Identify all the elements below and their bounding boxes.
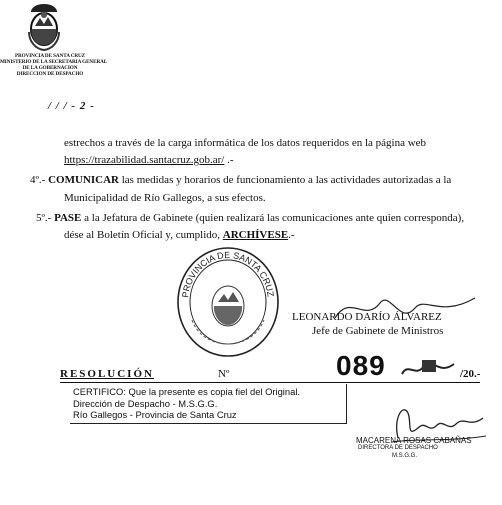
archivese-word: ARCHÍVESE [222, 229, 289, 241]
article-number: 4º.- [30, 174, 49, 186]
resolution-label: RESOLUCIÓN [60, 368, 154, 380]
letterhead-line: DE LA GOBERNACION [22, 65, 78, 71]
resolution-n-label: Nº [218, 368, 230, 380]
certification-line: Río Gallegos - Provincia de Santa Cruz [73, 409, 237, 420]
certification-line: CERTIFICO: Que la presente es copia fiel del Original. [73, 386, 301, 397]
article-text: las medidas y horarios de funcionamiento a las actividades autorizadas a la [118, 174, 452, 186]
article-verb: COMUNICAR [48, 174, 119, 186]
paragraph-5 [36, 210, 464, 227]
signatory-role: Jefe de Gabinete de Ministros [312, 325, 444, 337]
article-end: .- [288, 229, 295, 241]
resolution-year: /20.- [460, 368, 481, 380]
date-stamp-scribble [398, 358, 458, 380]
stamp-text: PROVINCIA DE SANTA CRUZ [180, 249, 276, 299]
article-verb: PASE [54, 212, 82, 224]
letterhead-line: DIRECCION DE DESPACHO [16, 71, 84, 77]
letterhead-text [0, 53, 108, 77]
signatory-name: LEONARDO DARÍO ÁLVAREZ [292, 311, 442, 323]
paragraph-4-line2: Municipalidad de Río Gallegos, a sus efectos. [64, 192, 266, 204]
article-text: a la Jefatura de Gabinete (quien realizará las comunicaciones ante quien corresponda), [81, 212, 465, 224]
resolution-number: 089 [336, 350, 386, 381]
letterhead-line: PROVINCIA DE SANTA CRUZ [14, 53, 86, 59]
article-text: dése al Boletín Oficial y, cumplido, [64, 229, 223, 241]
provincial-seal-icon [26, 2, 62, 52]
page-number: / / / - 2 - [48, 100, 95, 112]
article-number: 5º.- [36, 212, 55, 224]
svg-text:PROVINCIA DE SANTA CRUZ [180, 250, 276, 298]
paragraph-3-continuation: estrechos a través de la carga informática de los datos requeridos en la página web [64, 137, 427, 149]
certification-box [70, 384, 347, 424]
resolution-underline [60, 382, 480, 383]
certifier-name: MACARENA ROSAS CABAÑAS [356, 436, 472, 445]
certification-line: Dirección de Despacho - M.S.G.G. [73, 397, 218, 409]
link-suffix: .- [224, 154, 234, 166]
certifier-role: DIRECTORA DE DESPACHO [358, 445, 438, 451]
certifier-org: M.S.G.G. [392, 453, 418, 459]
official-stamp [172, 240, 284, 360]
trazabilidad-link[interactable]: https://trazabilidad.santacruz.gob.ar/ [64, 154, 225, 166]
letterhead-line: MINISTERIO DE LA SECRETARIA GENERAL [0, 59, 108, 65]
paragraph-4 [30, 172, 451, 189]
paragraph-3-link-line [64, 152, 234, 169]
